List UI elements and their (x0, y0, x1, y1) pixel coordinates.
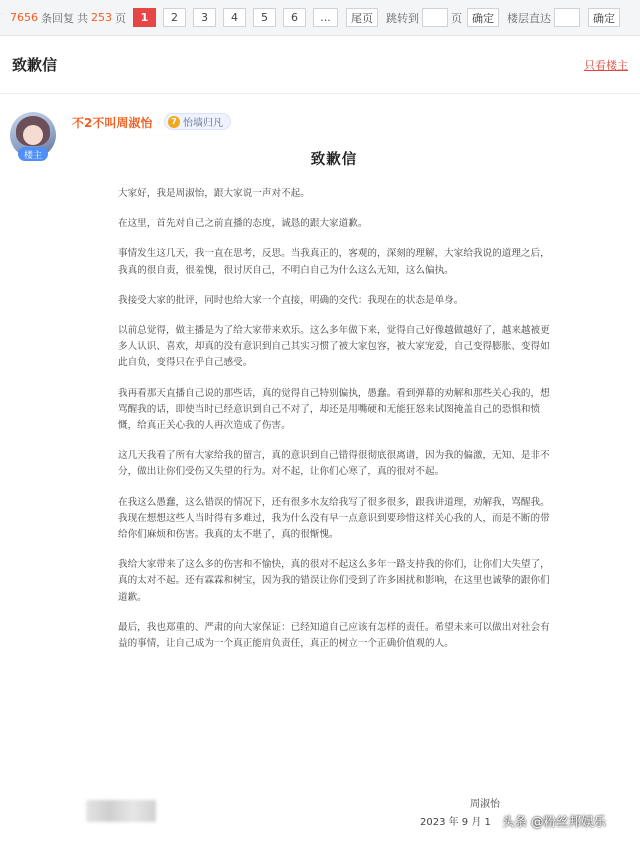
page-jump-input[interactable] (422, 8, 448, 27)
letter-paragraph: 大家好，我是周淑怡，跟大家说一声对不起。 (118, 188, 310, 199)
reply-count: 7656 (10, 11, 38, 24)
page-label: 页 (115, 11, 126, 25)
floor-jump-confirm-button[interactable]: 确定 (588, 8, 620, 27)
letter-paragraph: 事情发生这几天，我一直在思考，反思。当我真正的，客观的，深刻的理解，大家给我说的道理之后，我真的很自责，很羞愧，很讨厌自己，不明白自己为什么这么无知，这么偏执。 (118, 248, 550, 276)
last-page-button[interactable]: 尾页 (346, 8, 378, 27)
letter-paragraph: 我再看那天直播自己说的那些话，真的觉得自己特别偏执，愚蠢。看到弹幕的劝解和那些关心我的，想骂醒我的话，即使当时已经意识到自己不对了，却还是用嘴硬和无能狂怒来试图掩盖自己的恐惧和愤慨，给真正关心我的人再次造成了伤害。 (118, 387, 550, 432)
only-op-link[interactable]: 只看楼主 (584, 58, 628, 72)
watermark: 头条 @粉丝邦娱乐 (502, 814, 606, 829)
blurred-stamp (86, 800, 156, 822)
jump-to-label: 跳转到 (386, 11, 419, 25)
level-name: 怡墙归凡 (183, 118, 223, 129)
page-ellipsis-button[interactable]: ... (313, 8, 338, 27)
floor-jump-label: 楼层直达 (507, 11, 551, 25)
thread-header (0, 36, 640, 94)
letter-title: 致歉信 (310, 152, 358, 168)
apology-letter (118, 148, 550, 666)
letter-paragraph: 在这里，首先对自己之前直播的态度，诚恳的跟大家道歉。 (118, 218, 368, 230)
level-icon: 7 (168, 116, 180, 128)
page-button-4[interactable]: 4 (223, 8, 246, 27)
letter-paragraph: 以前总觉得，做主播是为了给大家带来欢乐。这么多年做下来，觉得自己好像越做越好了，越来越被更多人认识、喜欢，却真的没有意识到自己其实习惯了被大家包容，被大家宠爱，自己变得膨胀、变得如此自负，变得只在乎自己感受。 (118, 325, 550, 369)
level-badge[interactable] (164, 113, 231, 130)
page-jump-confirm-button[interactable]: 确定 (467, 8, 499, 27)
letter-paragraph: 最后，我也郑重的、严肃的向大家保证：已经知道自己应该有怎样的责任。希望未来可以做出对社会有益的事情，让自己成为一个真正能肩负责任，真正的树立一个正确价值观的人。 (118, 621, 550, 650)
op-badge: 楼主 (18, 147, 48, 161)
letter-paragraph: 我给大家带来了这么多的伤害和不愉快，真的很对不起这么多年一路支持我的你们，让你们大失望了，真的太对不起。还有霖霖和树宝，因为我的错误让你们受到了许多困扰和影响，在这里也诚挚的跟你们道歉。 (118, 559, 550, 603)
letter-date: 2023 年 9 月 1 (420, 817, 491, 828)
letter-paragraph: 在我这么愚蠢，这么错误的情况下，还有很多水友给我写了很多很多，跟我讲道理，劝解我，骂醒我。我现在想想这些人当时得有多难过，我为什么没有早一点意识到要珍惜这样关心我的人，而是不断的带给你们麻烦和伤害。我真的太不堪了，真的很惭愧。 (118, 496, 550, 541)
reply-label: 条回复 (41, 11, 74, 25)
letter-paragraph: 我接受大家的批评，同时也给大家一个直接，明确的交代：我现在的状态是单身。 (118, 294, 464, 306)
thread-title: 致歉信 (12, 56, 58, 74)
total-prefix: 共 (77, 11, 88, 25)
letter-signature: 周淑怡 (470, 799, 500, 810)
avatar-face (23, 125, 43, 145)
username-link[interactable]: 不2不叫周淑怡 (72, 116, 153, 130)
floor-jump-input[interactable] (554, 8, 580, 27)
page-button-6[interactable]: 6 (283, 8, 306, 27)
page-count: 253 (91, 11, 112, 24)
page-button-2[interactable]: 2 (163, 8, 186, 27)
letter-paragraph: 这几天我看了所有大家给我的留言，真的意识到自己错得很彻底很离谱，因为我的偏激，无知、是非不分，做出让你们受伤又失望的行为。对不起，让你们心寒了，真的很对不起。 (118, 450, 550, 478)
page-suffix-label: 页 (451, 11, 462, 25)
page-button-1[interactable]: 1 (133, 8, 156, 27)
page-button-3[interactable]: 3 (193, 8, 216, 27)
pagination-bar (0, 0, 640, 36)
page-button-5[interactable]: 5 (253, 8, 276, 27)
